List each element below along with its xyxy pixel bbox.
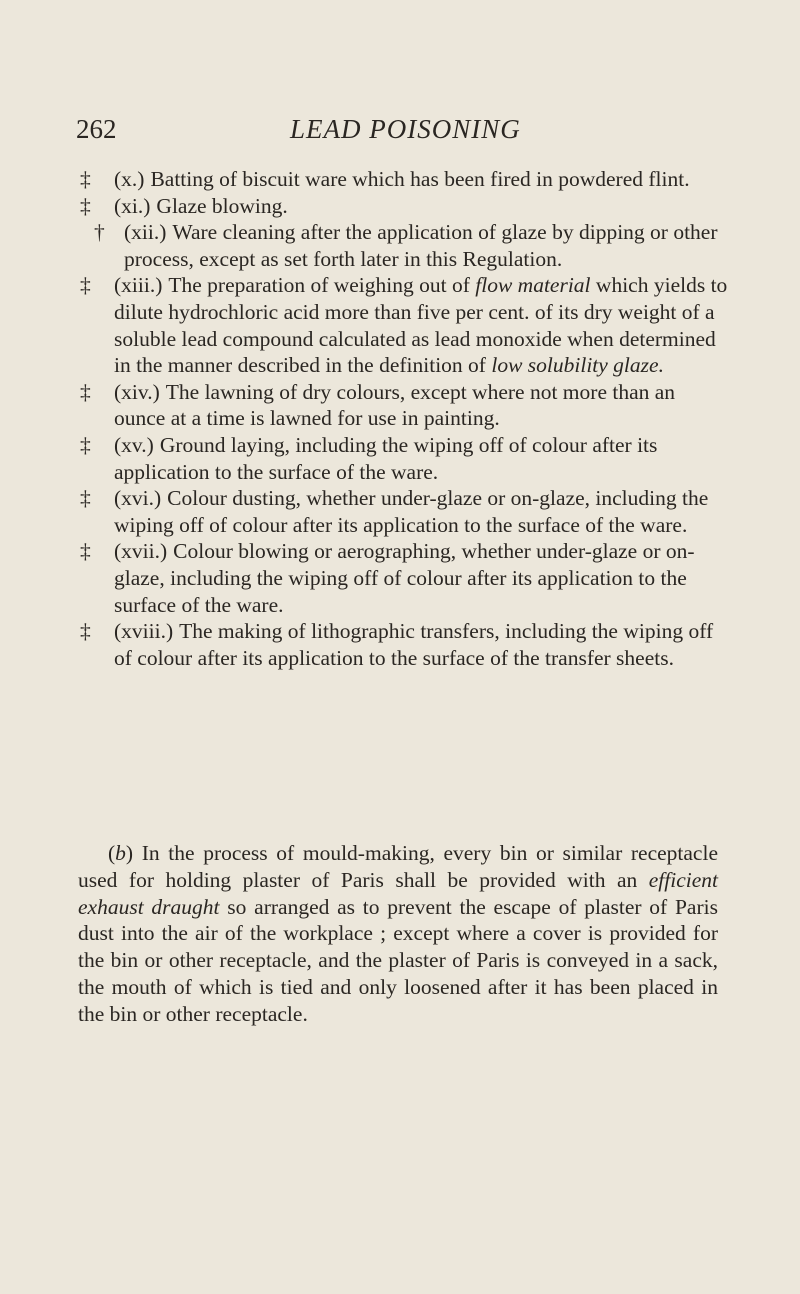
dagger-mark: †	[94, 220, 105, 245]
double-dagger-mark: ‡	[80, 539, 91, 564]
paragraph-label: b	[115, 841, 126, 865]
item-number: (xi.)	[114, 193, 151, 218]
regulation-list	[80, 166, 730, 671]
paragraph-text-b: so arranged as to prevent the escape of plaster of Paris dust into the air of the workplace ; except where a cover is provided for the bin or other receptacle, and the plaster of Paris is conveyed in a sack, the mouth of which is tied and only loosened after it has been placed in the bin or other receptacle.	[78, 894, 718, 1026]
double-dagger-mark: ‡	[80, 193, 91, 218]
item-number: (xiii.)	[114, 273, 163, 298]
paragraph-text-a: In the process of mould-making, every bin or similar receptacle used for holding plaster of Paris shall be provided with an	[78, 841, 718, 892]
item-number: (xvi.)	[114, 486, 162, 511]
item-number: (xviii.)	[114, 619, 174, 644]
paragraph-emphasis: efficient exhaust draught	[78, 867, 718, 919]
item-number: (xvii.)	[114, 539, 168, 564]
item-text: The making of lithographic transfers, including the wiping off of colour after its application to the surface of the transfer sheets.	[114, 619, 714, 670]
double-dagger-mark: ‡	[80, 486, 91, 511]
item-text: Colour dusting, whether under-glaze or on-glaze, including the wiping off of colour after its application to the surface of the ware.	[114, 486, 709, 537]
list-item	[80, 379, 730, 432]
double-dagger-mark: ‡	[80, 167, 91, 191]
page-number: 262	[76, 114, 117, 144]
paragraph-b: (b) In the process of mould-making, every bin or similar receptacle used for holding plaster of Paris shall be provided with an efficient exhaust draught so arranged as to prevent the escape of plaster of Paris dust into the air of the workplace ; except where a cover is provided for the bin or other receptacle, and the plaster of Paris is conveyed in a sack, the mouth of which is tied and only loosened after it has been placed in the bin or other receptacle.	[78, 841, 718, 1026]
list-item	[80, 538, 730, 618]
double-dagger-mark: ‡	[80, 379, 91, 404]
item-text: Ground laying, including the wiping off of colour after its application to the surface of the ware.	[114, 432, 658, 484]
running-head: LEAD POISONING	[290, 114, 521, 144]
item-emphasis-b: low solubility glaze.	[491, 353, 664, 378]
item-number: (xiv.)	[114, 379, 160, 404]
list-item	[80, 166, 730, 193]
item-text: Glaze blowing.	[156, 193, 288, 218]
item-text-b: which yields to dilute hydrochloric acid more than five per cent. of its dry weight of a soluble lead compound calculated as lead monoxide when determined in the manner described in the definition of	[114, 273, 728, 378]
list-item	[80, 618, 730, 671]
list-item	[80, 432, 730, 485]
item-number: (xv.)	[114, 432, 154, 457]
list-item	[80, 485, 730, 538]
item-text-a: The preparation of weighing out of	[168, 273, 476, 298]
double-dagger-mark: ‡	[80, 432, 91, 457]
list-item	[80, 219, 730, 272]
list-item	[80, 193, 730, 220]
item-text: Colour blowing or aerographing, whether under-glaze or on-glaze, including the wiping off of colour after its application to the surface of the ware.	[114, 539, 695, 617]
item-emphasis-a: flow material	[475, 273, 591, 298]
item-number: (x.)	[114, 167, 145, 191]
item-number: (xii.)	[124, 220, 167, 245]
double-dagger-mark: ‡	[80, 619, 91, 644]
item-text: Ware cleaning after the application of glaze by dipping or other process, except as set forth later in this Regulation.	[124, 220, 718, 271]
item-text: The lawning of dry colours, except where not more than an ounce at a time is lawned for use in painting.	[114, 379, 676, 431]
list-item	[80, 272, 730, 378]
double-dagger-mark: ‡	[80, 273, 91, 298]
page-header	[76, 114, 736, 154]
item-text: Batting of biscuit ware which has been fired in powdered flint.	[150, 167, 690, 191]
